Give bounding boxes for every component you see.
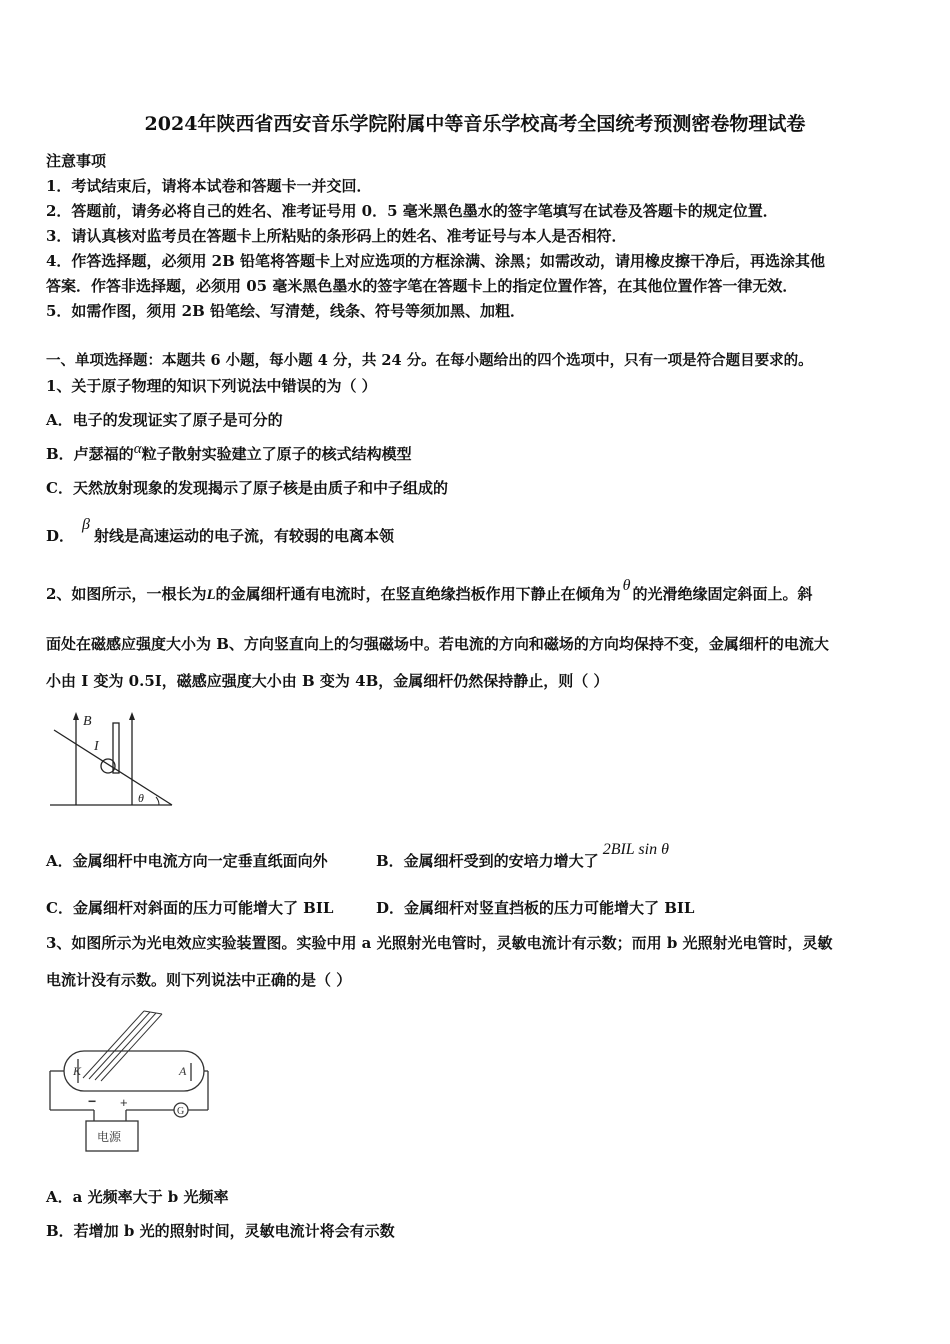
q3-option-b: B．若增加 b 光的照射时间，灵敏电流计将会有示数 — [46, 1222, 395, 1240]
fig-label-k: K — [73, 1064, 82, 1078]
beta-symbol: β — [82, 516, 90, 533]
q1-option-a: A．电子的发现证实了原子是可分的 — [46, 411, 283, 429]
q2-figure — [46, 706, 186, 810]
q2-option-d: D．金属细杆对竖直挡板的压力可能增大了 BIL — [376, 899, 695, 917]
theta-symbol: θ — [622, 577, 631, 594]
q1-option-b-pre: B．卢瑟福的 — [46, 445, 134, 463]
q2-line1-post: 的光滑绝缘固定斜面上。斜 — [632, 585, 813, 603]
fig-label-g: G — [177, 1106, 185, 1117]
q1-stem: 1、关于原子物理的知识下列说法中错误的为（ ） — [46, 377, 377, 395]
q1-option-d-post: 射线是高速运动的电子流，有较弱的电离本领 — [93, 527, 394, 545]
q2-line1-pre: 2、如图所示，一根长为 — [46, 585, 207, 603]
q2-option-b-formula: 2BIL sin θ — [602, 841, 669, 858]
q2-line1-L: L — [206, 587, 216, 603]
q1-option-d-pre: D． — [46, 527, 75, 545]
page-title: 2024年陕西省西安音乐学院附属中等音乐学校高考全国统考预测密卷物理试卷 — [144, 113, 806, 135]
notice-heading: 注意事项 — [46, 152, 107, 170]
fig-label-power: 电源 — [97, 1130, 122, 1144]
q1-option-b — [46, 441, 412, 465]
q2-stem-line-1 — [46, 577, 813, 605]
q2-option-b — [376, 841, 669, 872]
notice-item-5: 5．如需作图，须用 2B 铅笔绘、写清楚，线条、符号等须加黑、加粗． — [46, 302, 525, 320]
q3-stem-line-1: 3、如图所示为光电效应实验装置图。实验中用 a 光照射光电管时，灵敏电流计有示数；而用 b 光照射光电管时，灵敏 — [46, 934, 833, 952]
q1-option-c: C．天然放射现象的发现揭示了原子核是由质子和中子组成的 — [46, 479, 448, 497]
q2-stem-line-3: 小由 I 变为 0.5I，磁感应强度大小由 B 变为 4B，金属细杆仍然保持静止，则（ ） — [46, 672, 609, 690]
q3-option-a: A．a 光频率大于 b 光频率 — [46, 1188, 229, 1206]
q2-option-c: C．金属细杆对斜面的压力可能增大了 BIL — [46, 899, 334, 917]
notice-item-2: 2．答题前，请务必将自己的姓名、准考证号用 0．5 毫米黑色墨水的签字笔填写在试卷及答题卡的规定位置． — [46, 202, 778, 220]
fig-label-theta: θ — [138, 791, 144, 805]
fig-label-i: I — [94, 739, 99, 754]
q3-stem-line-2: 电流计没有示数。则下列说法中正确的是（ ） — [46, 971, 352, 989]
notice-item-1: 1．考试结束后，请将本试卷和答题卡一并交回． — [46, 177, 372, 195]
q2-stem-line-2: 面处在磁感应强度大小为 B、方向竖直向上的匀强磁场中。若电流的方向和磁场的方向均保持不变，金属细杆的电流大 — [46, 635, 829, 653]
q3-figure — [46, 1003, 218, 1155]
notice-item-4: 4．作答选择题，必须用 2B 铅笔将答题卡上对应选项的方框涂满、涂黑；如需改动，请用橡皮擦干净后，再选涂其他 — [46, 252, 826, 270]
alpha-symbol: α — [133, 441, 142, 457]
notice-item-4-cont: 答案．作答非选择题，必须用 05 毫米黑色墨水的签字笔在答题卡上的指定位置作答，在其他位置作答一律无效． — [46, 277, 798, 295]
q2-option-b-text: B．金属细杆受到的安培力增大了 — [376, 852, 599, 870]
fig-label-minus: − — [88, 1093, 97, 1109]
notice-item-3: 3．请认真核对监考员在答题卡上所粘贴的条形码上的姓名、准考证号与本人是否相符． — [46, 227, 627, 245]
q1-option-d — [46, 516, 394, 547]
section-heading: 一、单项选择题：本题共 6 小题，每小题 4 分，共 24 分。在每小题给出的四个选项中，只有一项是符合题目要求的。 — [46, 352, 813, 369]
q1-option-b-post: 粒子散射实验建立了原子的核式结构模型 — [141, 445, 412, 463]
q2-line1-mid: 的金属细杆通有电流时，在竖直绝缘挡板作用下静止在倾角为 — [215, 585, 621, 603]
fig-label-b: B — [83, 714, 92, 729]
q2-option-a: A．金属细杆中电流方向一定垂直纸面向外 — [46, 852, 328, 870]
fig-label-plus: + — [120, 1095, 128, 1110]
fig-label-a: A — [179, 1064, 187, 1078]
